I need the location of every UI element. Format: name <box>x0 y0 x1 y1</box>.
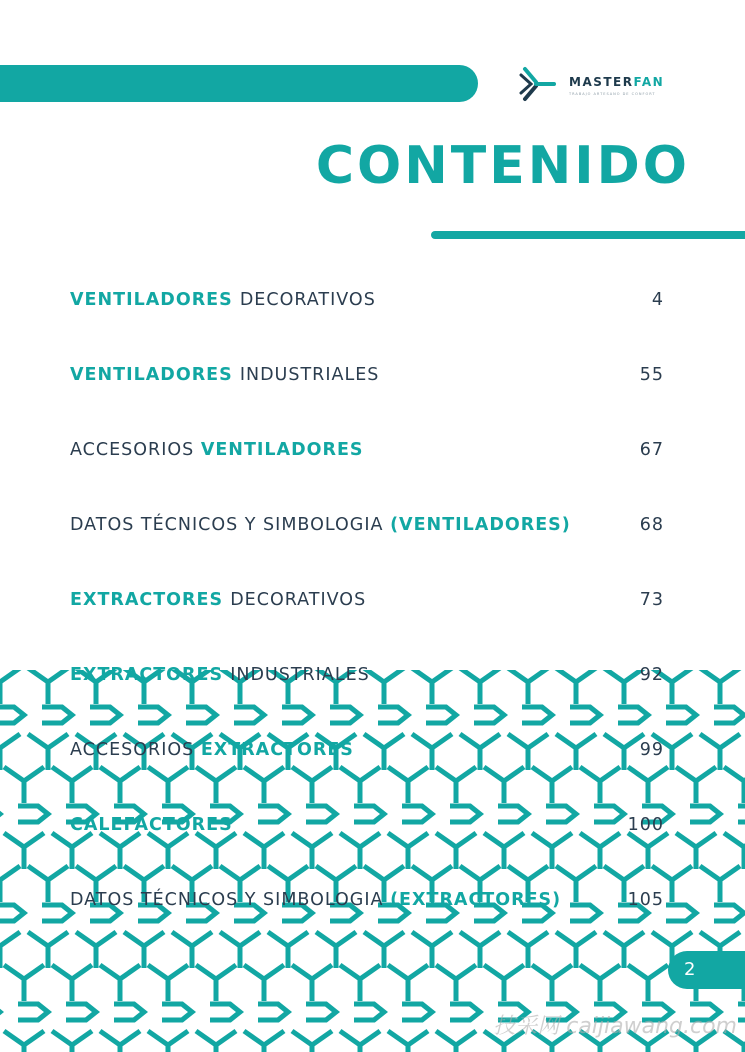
toc-entry[interactable] <box>70 740 664 764</box>
toc-entry[interactable] <box>70 815 664 839</box>
toc-page-number: 67 <box>639 440 664 460</box>
toc-page-number: 99 <box>639 740 664 760</box>
toc-entry-title-accent: EXTRACTORES <box>200 740 354 760</box>
toc-page-number: 4 <box>651 290 664 310</box>
toc-entry-title: DECORATIVOS <box>230 590 367 610</box>
toc-entry-title-accent: VENTILADORES <box>200 440 364 460</box>
toc-entry-title-accent: (EXTRACTORES) <box>390 890 562 910</box>
toc-entry[interactable] <box>70 590 664 614</box>
toc-page-number: 100 <box>627 815 664 835</box>
toc-page-number: 92 <box>639 665 664 685</box>
toc-entry[interactable] <box>70 665 664 689</box>
toc-page-number: 68 <box>639 515 664 535</box>
toc-entry[interactable] <box>70 890 664 914</box>
toc-page-number: 73 <box>639 590 664 610</box>
toc-entry-title: DATOS TÉCNICOS Y SIMBOLOGIA <box>70 515 391 535</box>
toc-entry[interactable] <box>70 290 664 314</box>
toc-entry-title-accent: (VENTILADORES) <box>390 515 571 535</box>
toc-entry-title: ACCESORIOS <box>70 440 201 460</box>
brand-name-accent: FAN <box>633 75 665 89</box>
toc-page-number: 55 <box>639 365 664 385</box>
toc-entry-title: ACCESORIOS <box>70 740 201 760</box>
watermark: 技采网 caijiawang.com <box>493 1014 737 1039</box>
toc-entry-title-accent: EXTRACTORES <box>70 590 231 610</box>
toc-entry-title: INDUSTRIALES <box>239 365 380 385</box>
toc-page-number: 105 <box>627 890 664 910</box>
toc-entry-title: DECORATIVOS <box>239 290 376 310</box>
toc-entry-title: INDUSTRIALES <box>230 665 370 685</box>
toc-entry-title: DATOS TÉCNICOS Y SIMBOLOGIA <box>70 890 391 910</box>
brand-tagline: TRABAJO ARTESANO DE CONFORT <box>569 92 656 96</box>
page-number-badge: 2 <box>668 951 745 989</box>
toc-entry[interactable] <box>70 515 664 539</box>
toc-entry[interactable] <box>70 365 664 389</box>
toc-entry-title-accent: CALEFACTORES <box>70 815 233 835</box>
page-title: CONTENIDO <box>315 136 690 196</box>
toc-entry-title-accent: EXTRACTORES <box>70 665 231 685</box>
brand-name-part: MASTER <box>569 75 634 89</box>
toc-entry-title-accent: VENTILADORES <box>70 290 240 310</box>
toc-entry[interactable] <box>70 440 664 464</box>
toc-entry-title-accent: VENTILADORES <box>70 365 240 385</box>
